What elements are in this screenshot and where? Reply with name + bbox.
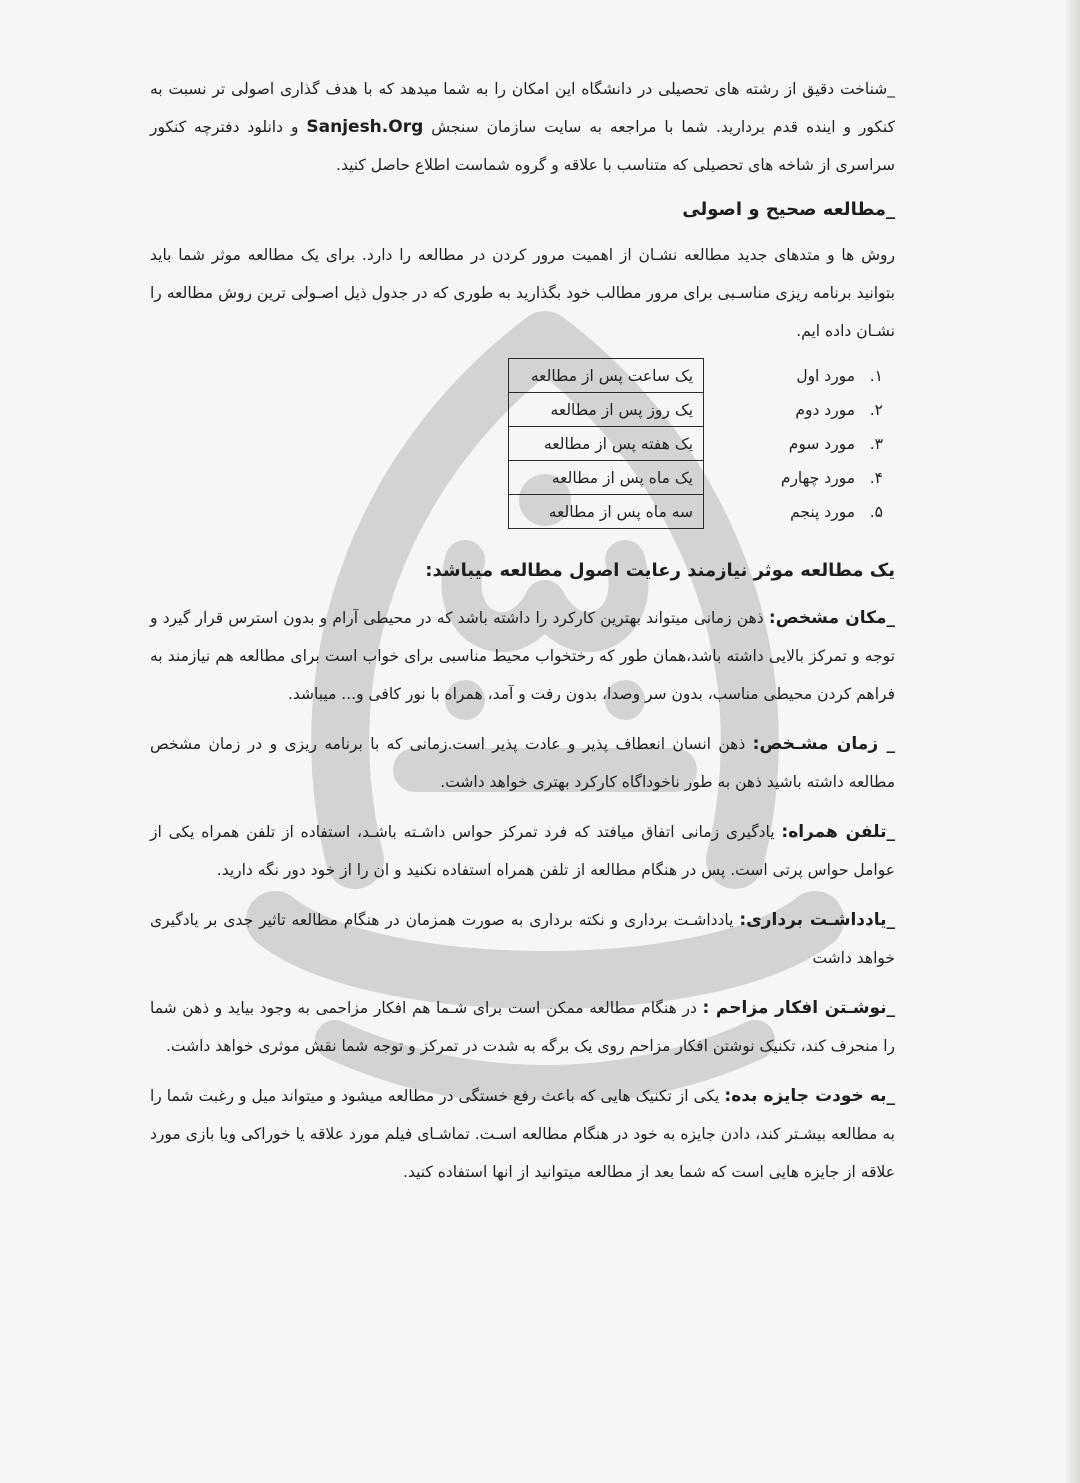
principle-intrusive-thoughts: _نوشـتن افکار مزاحم : در هنگام مطالعه ممکن است برای شـما هم افکار مزاحمی به وجود بیاید و ذهن شما را منحرف کند، تکنیک نوشتن افکار مزاحم روی یک برگه به شدت در تمرکز و توجه شما نقش موثری خواهد داشت. (150, 998, 895, 1055)
principle-specific-place: _مکان مشخص: ذهن زمانی میتواند بهترین کارکرد را داشته باشد که در محیطی آرام و بدون استرس قرار گیرد و توجه و تمرکز بالایی داشته باشد،همان طور که رختخواب محیط مناسبی برای خواب است برای مطالعه هم نیازمند به فراهم کردن محیطی مناسب، بدون سر وصدا، بدون رفت و آمد، همراه با نور کافی و... میباشد. (150, 608, 895, 703)
section-heading-principles: یک مطالعه موثر نیازمند رعایت اصول مطالعه میباشد: (425, 560, 895, 581)
table-cell-time: سه ماه پس از مطالعه (509, 495, 704, 529)
table-cell-item: ۲.مورد دوم (704, 393, 893, 427)
table-cell-item: ۱.مورد اول (704, 359, 893, 393)
table-row (509, 359, 894, 393)
table-cell-item: ۵.مورد پنجم (704, 495, 893, 529)
document-body (150, 70, 895, 1191)
principle-specific-time: _ زمان مشـخص: ذهن انسان انعطاف پذیر و عادت پذیر است.زمانی که با برنامه ریزی و در زمان مشخص مطالعه داشته باشید ذهن به طور ناخوداگاه کارکرد بهتری خواهد داشت. (150, 734, 896, 791)
table-cell-time: یک هفته پس از مطالعه (509, 427, 704, 461)
page-edge (1066, 0, 1080, 1483)
table-cell-time: یک ساعت پس از مطالعه (509, 359, 704, 393)
table-row (509, 461, 894, 495)
table-row (509, 495, 894, 529)
section-paragraph-study: روش ها و متدهای جدید مطالعه نشـان از اهمیت مرور کردن در مطالعه را دارد. برای یک مطالعه موثر شما باید بتوانید برنامه ریزی مناسـبی برای مرور مطالب خود بگذارید به طوری که در جدول ذیل اصـولی ترین روش مطالعه را نشـان داده ایم. (150, 246, 895, 340)
table-cell-item: ۳.مورد سوم (704, 427, 893, 461)
table-cell-time: یک ماه پس از مطالعه (509, 461, 704, 495)
table-cell-time: یک روز پس از مطالعه (509, 393, 704, 427)
principle-note-taking: _یادداشـت برداری: یادداشـت برداری و نکته برداری به صورت همزمان در هنگام مطالعه تاثیر جدی بر یادگیری خواهد داشت (150, 910, 895, 967)
table-row (509, 427, 894, 461)
intro-paragraph: _شناخت دقیق از رشته های تحصیلی در دانشگاه این امکان را به شما میدهد که با هدف گذاری اصولی تر نسبت به کنکور و اینده قدم بردارید. شما با مراجعه به سایت سازمان سنجش Sanjesh.Org و دانلود دفترچه کنکور سراسری از شاخه های تحصیلی که متناسب با علاقه و گروه شماست اطلاع حاصل کنید. (150, 80, 895, 174)
principle-reward-yourself: _به خودت جایزه بده: یکی از تکنیک هایی که باعث رفع خستگی در مطالعه میشود و میتواند میل و رغبت شما را به مطالعه بیشـتر کند، دادن جایزه به خود در هنگام مطالعه اسـت. تماشـای فیلم مورد علاقه یا خوراکی ویا بازی مورد علاقه از جایزه هایی است که شما بعد از مطالعه میتوانید از انها استفاده کنید. (150, 1086, 895, 1181)
table-row (509, 393, 894, 427)
sanjesh-link: Sanjesh.Org (306, 117, 424, 137)
section-heading-study: _مطالعه صحیح و اصولی (682, 199, 895, 220)
principle-mobile-phone: _تلفن همراه: یادگیری زمانی اتفاق میافتد که فرد تمرکز حواس داشـته باشـد، استفاده از تلفن همراه یکی از عوامل حواس پرتی است. پس در هنگام مطالعه از تلفن همراه استفاده نکنید و ان را از خود دور نگه دارید. (150, 822, 895, 879)
review-schedule-table (508, 358, 893, 529)
table-cell-item: ۴.مورد چهارم (704, 461, 893, 495)
